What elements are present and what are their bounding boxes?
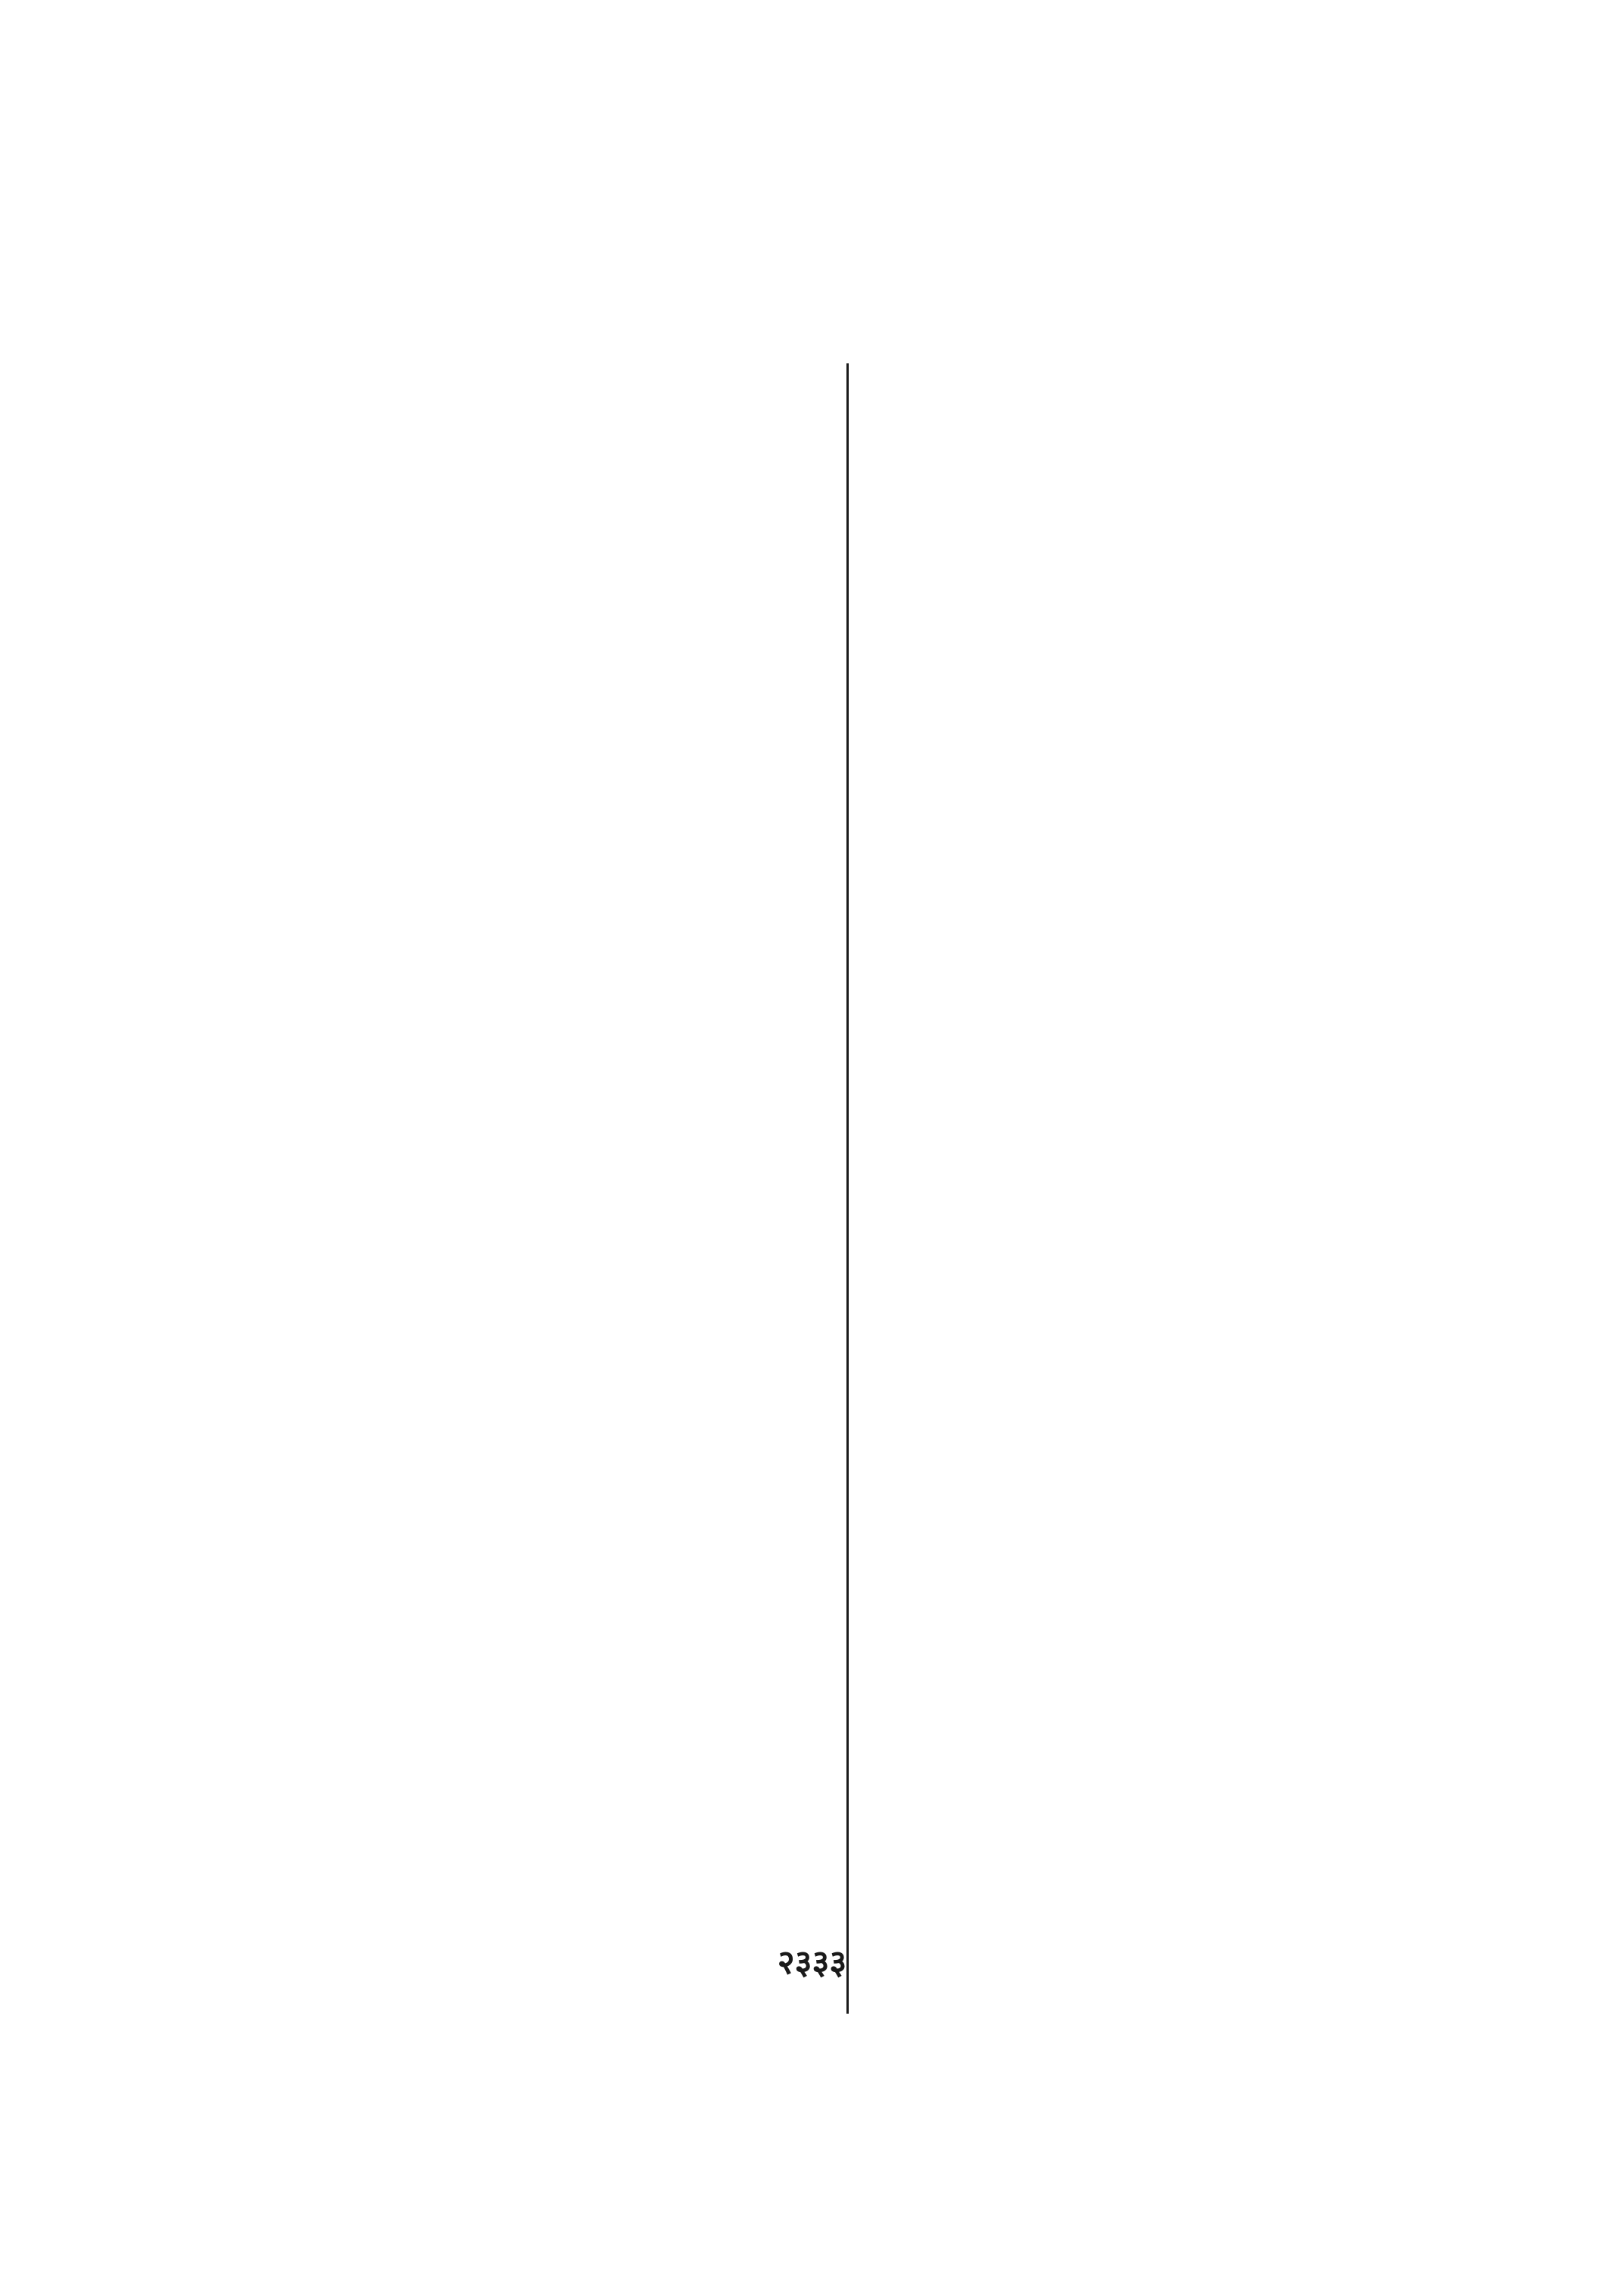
left-entry-column [227,360,840,1987]
column-divider [846,363,849,2014]
right-entry-column [882,360,1495,1987]
page-number: २३३३ [777,1943,847,1982]
